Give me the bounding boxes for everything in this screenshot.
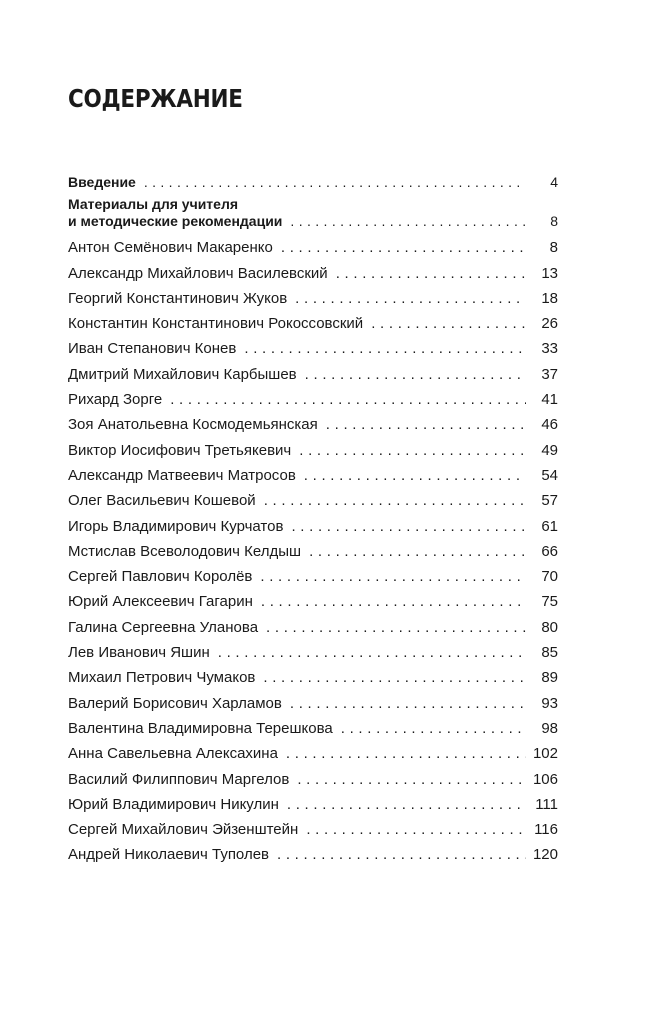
toc-entry-title: Михаил Петрович Чумаков: [68, 669, 256, 687]
toc-entry-page-number: 4: [550, 174, 558, 190]
toc-entry[interactable]: [68, 817, 558, 842]
toc-entry[interactable]: [68, 362, 558, 387]
toc-entry[interactable]: [68, 589, 558, 614]
page-title: СОДЕРЖАНИЕ: [68, 84, 243, 113]
toc-entry-page-number: 93: [541, 694, 558, 712]
toc-entry[interactable]: [68, 195, 558, 235]
toc-entry-title: Галина Сергеевна Уланова: [68, 618, 259, 636]
toc-entry-title: Олег Васильевич Кошевой: [68, 492, 256, 510]
toc-entry-title: Сергей Михайлович Эйзенштейн: [68, 821, 299, 839]
dot-leader: [281, 235, 526, 260]
toc-entry-page-number: 18: [541, 289, 558, 307]
toc-entry[interactable]: [68, 615, 558, 640]
toc-entry-page-number: 41: [541, 391, 558, 409]
toc-entry-page-number: 8: [549, 239, 558, 257]
dot-leader: [295, 286, 526, 311]
dot-leader: [326, 412, 526, 437]
toc-entry-title: Василий Филиппович Маргелов: [68, 770, 290, 788]
toc-entry-page-number: 106: [532, 770, 558, 788]
toc-entry-page-number: 80: [541, 618, 558, 636]
toc-entry-title: Антон Семёнович Макаренко: [68, 239, 273, 257]
toc-entry[interactable]: [68, 286, 558, 311]
toc-entry-title: Георгий Константинович Жуков: [68, 289, 288, 307]
dot-leader: [260, 564, 526, 589]
toc-entry-page-number: 89: [541, 669, 558, 687]
toc-entry[interactable]: [68, 235, 558, 260]
toc-entry[interactable]: [68, 438, 558, 463]
toc-entry-page-number: 75: [541, 593, 558, 611]
dot-leader: [341, 716, 526, 741]
toc-entry-title: Александр Михайлович Василевский: [68, 264, 328, 282]
toc-entry-page-number: 33: [541, 340, 558, 358]
toc-entry-page-number: 46: [541, 416, 558, 434]
toc-entry-page-number: 70: [541, 568, 558, 586]
toc-entry-title: Лев Иванович Яшин: [68, 644, 210, 662]
toc-entry-title: Рихард Зорге: [68, 391, 163, 409]
toc-entry-page-number: 66: [541, 542, 558, 560]
toc-entry-title: Юрий Алексеевич Гагарин: [68, 593, 253, 611]
toc-entry[interactable]: [68, 336, 558, 361]
toc-entry[interactable]: [68, 539, 558, 564]
toc-entry-title: Виктор Иосифович Третьякевич: [68, 441, 292, 459]
dot-leader: [297, 767, 526, 792]
toc-entry[interactable]: [68, 792, 558, 817]
toc-entry-page-number: 13: [541, 264, 558, 282]
toc-entry-title: Константин Константинович Рокоссовский: [68, 315, 364, 333]
dot-leader: [371, 311, 526, 336]
toc-entry-page-number: 116: [534, 821, 558, 839]
toc-entry-title: Александр Матвеевич Матросов: [68, 466, 296, 484]
dot-leader: [170, 387, 526, 412]
toc-entry-page-number: 61: [541, 517, 558, 535]
dot-leader: [286, 741, 526, 766]
toc-entry-title: Материалы для учителя и методические рекомендации: [68, 196, 283, 230]
dot-leader: [261, 589, 526, 614]
toc-entry[interactable]: [68, 767, 558, 792]
toc-entry-page-number: 37: [541, 365, 558, 383]
dot-leader: [287, 792, 526, 817]
dot-leader: [309, 539, 526, 564]
dot-leader: [299, 438, 526, 463]
dot-leader: [336, 261, 526, 286]
table-of-contents: [68, 170, 558, 868]
toc-entry-page-number: 8: [550, 213, 558, 230]
toc-entry-page-number: 120: [532, 846, 558, 864]
dot-leader: [291, 514, 526, 539]
toc-entry[interactable]: [68, 741, 558, 766]
toc-entry-page-number: 57: [541, 492, 558, 510]
toc-entry[interactable]: [68, 412, 558, 437]
toc-entry-page-number: 85: [541, 644, 558, 662]
toc-entry-title: Мстислав Всеволодович Келдыш: [68, 542, 302, 560]
toc-entry-title: Игорь Владимирович Курчатов: [68, 517, 284, 535]
dot-leader: [306, 817, 526, 842]
dot-leader: [277, 842, 526, 867]
toc-entry[interactable]: [68, 311, 558, 336]
toc-entry[interactable]: [68, 842, 558, 867]
toc-entry-title: Валентина Владимировна Терешкова: [68, 719, 333, 737]
toc-entry[interactable]: [68, 463, 558, 488]
toc-entry-title: Дмитрий Михайлович Карбышев: [68, 365, 297, 383]
toc-entry-title: Иван Степанович Конев: [68, 340, 237, 358]
dot-leader: [144, 170, 526, 195]
toc-entry-page-number: 49: [541, 441, 558, 459]
toc-entry-title: Юрий Владимирович Никулин: [68, 795, 279, 813]
toc-entry[interactable]: [68, 691, 558, 716]
toc-entry[interactable]: [68, 564, 558, 589]
dot-leader: [266, 615, 526, 640]
toc-entry[interactable]: [68, 170, 558, 195]
toc-entry-page-number: 102: [532, 745, 558, 763]
toc-entry-title: Зоя Анатольевна Космодемьянская: [68, 416, 318, 434]
toc-entry-title: Андрей Николаевич Туполев: [68, 846, 270, 864]
toc-entry-page-number: 111: [535, 795, 558, 813]
dot-leader: [263, 665, 526, 690]
toc-entry[interactable]: [68, 261, 558, 286]
dot-leader: [305, 362, 526, 387]
toc-entry-title: Введение: [68, 174, 136, 190]
dot-leader: [304, 463, 526, 488]
toc-entry-title: Анна Савельевна Алексахина: [68, 745, 278, 763]
toc-entry[interactable]: [68, 488, 558, 513]
dot-leader: [290, 691, 526, 716]
toc-entry-page-number: 98: [541, 719, 558, 737]
toc-entry[interactable]: [68, 640, 558, 665]
dot-leader: [218, 640, 526, 665]
toc-entry-page-number: 26: [541, 315, 558, 333]
toc-entry[interactable]: [68, 665, 558, 690]
toc-entry-title: Сергей Павлович Королёв: [68, 568, 253, 586]
dot-leader: [264, 488, 526, 513]
toc-entry[interactable]: [68, 387, 558, 412]
dot-leader: [244, 336, 526, 361]
toc-entry[interactable]: [68, 716, 558, 741]
toc-entry[interactable]: [68, 514, 558, 539]
dot-leader: [290, 213, 526, 230]
toc-entry-title: Валерий Борисович Харламов: [68, 694, 282, 712]
toc-entry-page-number: 54: [541, 466, 558, 484]
